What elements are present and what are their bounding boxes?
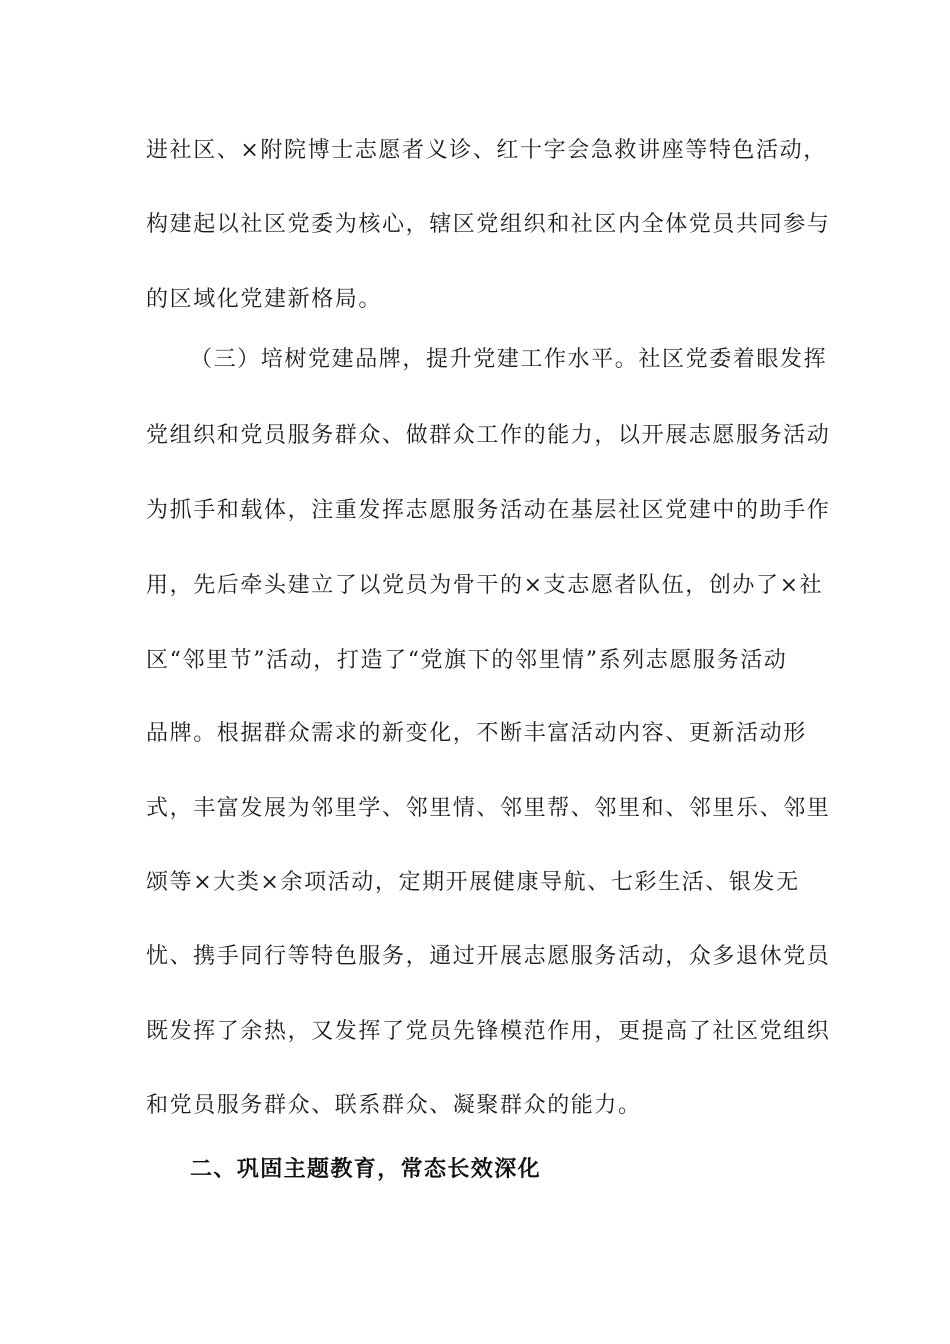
body-text-line: 区“邻里节”活动，打造了“党旗下的邻里情”系列志愿服务活动	[146, 648, 788, 673]
body-text-line: 用，先后牵头建立了以党员为骨干的×支志愿者队伍，创办了×社	[146, 573, 824, 598]
body-text-line: 党组织和党员服务群众、做群众工作的能力，以开展志愿服务活动	[146, 423, 831, 448]
section-heading: 二、巩固主题教育，常态长效深化	[190, 1157, 542, 1182]
body-text-line: 的区域化党建新格局。	[146, 287, 383, 312]
body-text-line: 既发挥了余热，又发挥了党员先锋模范作用，更提高了社区党组织	[146, 1019, 831, 1044]
paragraph-first-line: （三）培树党建品牌，提升党建工作水平。社区党委着眼发挥	[190, 347, 828, 372]
body-text-line: 构建起以社区党委为核心，辖区党组织和社区内全体党员共同参与	[146, 212, 831, 237]
body-text-line: 颂等×大类×余项活动，定期开展健康导航、七彩生活、银发无	[146, 870, 800, 895]
body-text-line: 为抓手和载体，注重发挥志愿服务活动在基层社区党建中的助手作	[146, 498, 831, 523]
body-text-line: 进社区、×附院博士志愿者义诊、红十字会急救讲座等特色活动，	[146, 138, 827, 163]
body-text-line: 品牌。根据群众需求的新变化，不断丰富活动内容、更新活动形	[146, 721, 807, 746]
body-text-line: 忧、携手同行等特色服务，通过开展志愿服务活动，众多退休党员	[146, 944, 831, 969]
body-text-line: 和党员服务群众、联系群众、凝聚群众的能力。	[146, 1093, 642, 1118]
body-text-line: 式，丰富发展为邻里学、邻里情、邻里帮、邻里和、邻里乐、邻里	[146, 796, 831, 821]
